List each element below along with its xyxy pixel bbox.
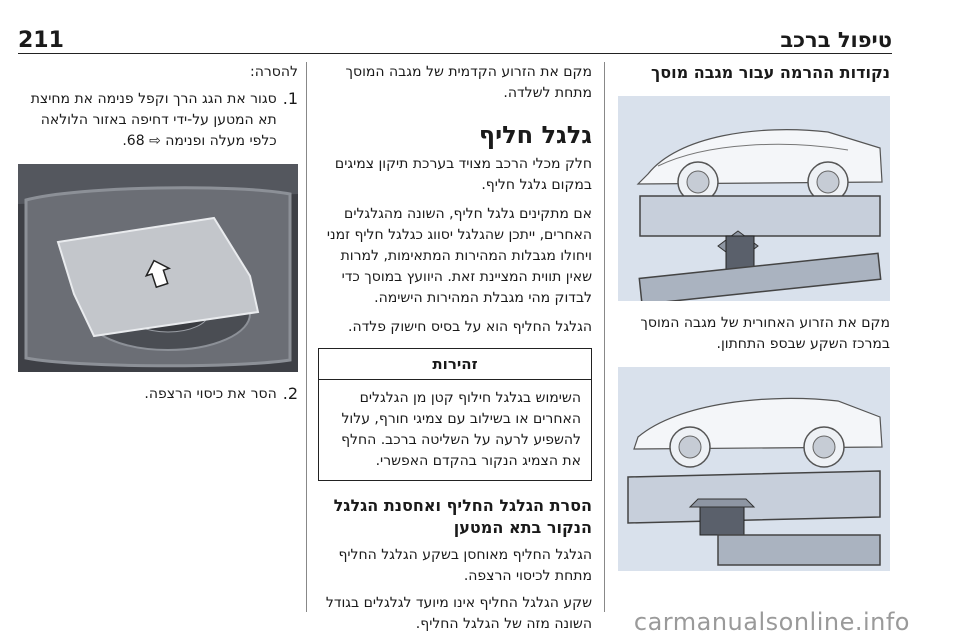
reference-arrow-icon: ⇨ [149,133,161,149]
paragraph-spare-well: שקע הגלגל החליף אינו מיועד לגלגלים בגודל השונה מזה של הגלגל החליף. [325,595,592,632]
caution-box [318,348,592,481]
column-divider [604,62,605,612]
watermark: carmanualsonline.info [633,608,910,636]
page-header [18,28,892,52]
paragraph-temporary-spare: אם מתקינים גלגל חליף, השונה מהגלגלים האחרים, ייתכן שהגלגל יסווג כגלגל חליף זמני ויחולו מגבלות המהירות המתאימות, למרות שאין תווית המציינת זאת. היוועץ במוסך כדי לבדוק מהי מגבלת המהירות הישימה. [326,206,592,306]
step-number: 2. [282,384,298,403]
paragraph-spare-location: הגלגל החליף מאוחסן בשקע הגלגל החליף מתחת לכיסוי הרצפה. [338,547,592,584]
step-1-text: סגור את הגג הרך וקפל פנימה את מחיצת תא המטען על-ידי דחיפה באזור הלולאה כלפי מעלה ופנימה [30,91,277,149]
step-1 [18,89,298,152]
step-2 [18,384,298,405]
header-rule [18,53,892,54]
figure-front-lift-point [618,96,890,301]
caution-title: זהירות [319,349,591,380]
front-lift-illustration [618,96,890,301]
rear-lift-illustration [618,367,890,571]
page-number: 211 [18,28,64,53]
left-column [18,62,298,405]
caution-text: השימוש בגלגל חילוף קטן מן הגלגלים האחרים או בשילוב עם צמיגי חורף, עלול להשפיע לרעה על השליטה ברכב. החלף את הצמיג הנקור בהקדם האפשרי. [341,390,581,469]
column-divider [306,62,307,612]
paragraph-repair-kit: חלק מכלי הרכב מצויד בערכת תיקון צמיגים במקום גלגל חליף. [334,156,592,193]
paragraph-steel-rim: הגלגל החליף הוא על בסיס חישוק פלדה. [348,319,592,335]
trunk-floor-illustration [18,164,298,372]
paragraph-front-lift: מקם את הזרוע הקדמית של מגבה המוסך מתחת לשלדה. [345,64,592,101]
section-title-spare-wheel: גלגל חליף [478,121,592,149]
caption-rear-lift: מקם את הזרוע האחורית של מגבה המוסך במרכז השקע שבספ התחתון. [640,315,890,352]
section-title-lifting-points: נקודות ההרמה עבור מגבה מוסך [650,63,890,82]
chapter-title: טיפול ברכב [780,28,892,52]
page-reference: ⇨ 68. [122,133,161,149]
step-number: 1. [282,89,298,108]
figure-rear-lift-point [618,367,890,571]
step-2-text: הסר את כיסוי הרצפה. [144,386,277,402]
middle-column [318,62,592,635]
section-title-remove-spare: הסרת הגלגל החליף ואחסנת הגלגל הנקור בתא המטען [333,496,592,537]
removal-intro: להסרה: [250,64,298,80]
right-column [618,62,890,571]
reference-page-number: 68 [126,133,145,149]
figure-trunk-floor [18,164,298,372]
